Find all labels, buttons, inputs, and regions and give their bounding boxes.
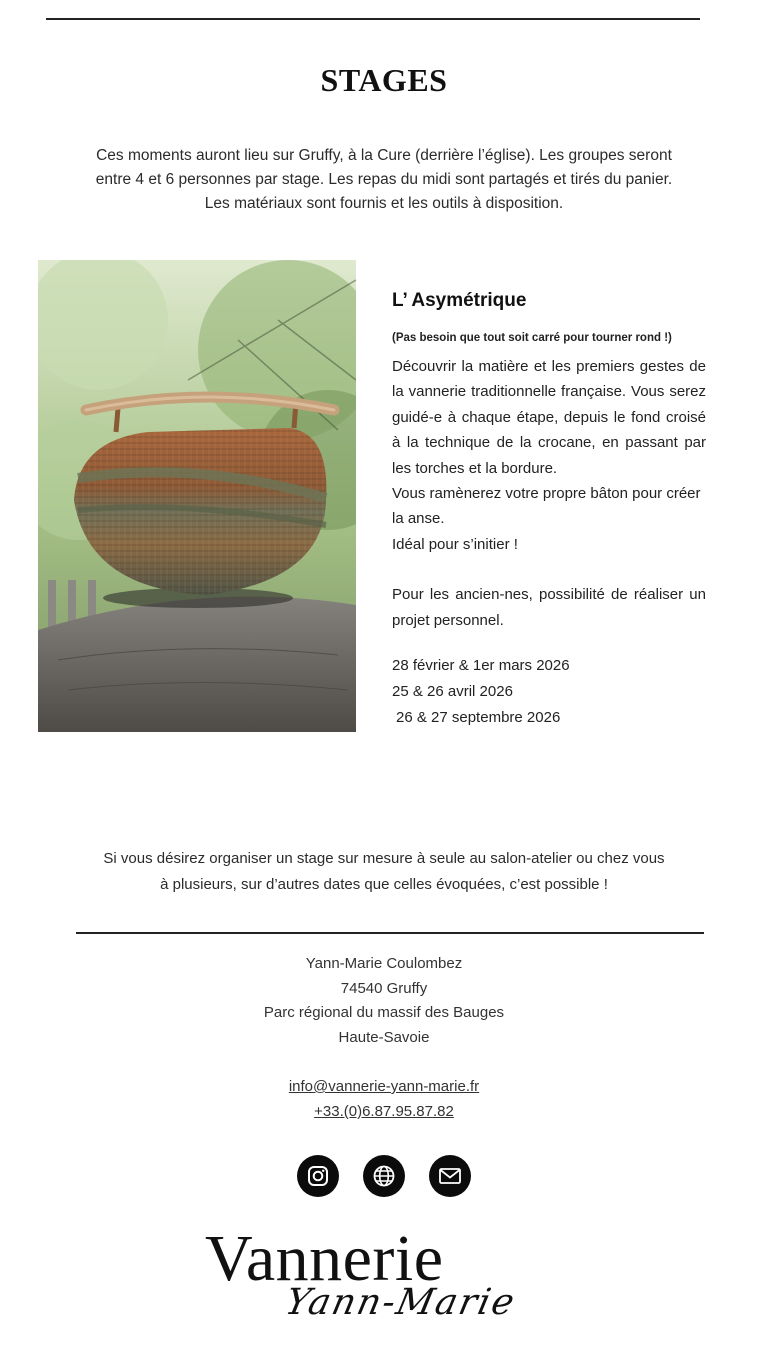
course-date: 28 février & 1er mars 2026	[392, 657, 570, 675]
course-date: 25 & 26 avril 2026	[392, 683, 513, 701]
top-divider	[46, 18, 700, 20]
globe-icon	[372, 1164, 396, 1188]
contact-name: Yann-Marie Coulombez	[305, 955, 463, 972]
logo-wordmark: Vannerie	[205, 1222, 444, 1295]
custom-line: Si vous désirez organiser un stage sur mesure à seule au salon-atelier ou chez vous	[103, 850, 665, 867]
section-title: STAGES	[320, 62, 448, 98]
social-links	[0, 1155, 768, 1197]
course-handle-note: Vous ramènerez votre propre bâton pour créer la anse.	[392, 485, 701, 528]
mail-icon	[438, 1166, 462, 1186]
intro-line: Ces moments auront lieu sur Gruffy, à la Cure (derrière l’église). Les groupes seront	[96, 147, 672, 164]
wicker-basket-photo	[38, 260, 356, 732]
address-block	[0, 952, 768, 1050]
custom-stage-note	[60, 846, 708, 898]
postcode-city: 74540 Gruffy	[340, 979, 428, 997]
email-link[interactable]: info@vannerie-yann-marie.fr	[288, 1078, 480, 1095]
course-subtitle: (Pas besoin que tout soit carré pour tourner rond !)	[392, 332, 672, 344]
brand-logo	[0, 1224, 768, 1344]
phone-link[interactable]: +33.(0)6.87.95.87.82	[314, 1103, 454, 1120]
course-beginner-note: Idéal pour s’initier !	[392, 535, 518, 553]
contact-links	[0, 1074, 768, 1124]
instagram-icon	[307, 1165, 329, 1187]
intro-line: Les matériaux sont fournis et les outils à disposition.	[204, 195, 564, 212]
intro-line: entre 4 et 6 personnes par stage. Les repas du midi sont partagés et tirés du panier.	[95, 171, 673, 188]
course-former-students: Pour les ancien-nes, possibilité de réaliser un projet personnel.	[392, 586, 706, 629]
course-card	[392, 290, 706, 731]
course-date: 26 & 27 septembre 2026	[396, 709, 561, 727]
mail-button[interactable]	[429, 1155, 471, 1197]
bottom-divider	[76, 932, 704, 934]
course-dates	[392, 653, 706, 731]
intro-text	[40, 144, 728, 216]
regional-park: Parc régional du massif des Bauges	[263, 1004, 505, 1021]
course-description: Découvrir la matière et les premiers gestes de la vannerie traditionnelle française. Vous serez guidé-e à chaque étape, depuis le fond croisé à la technique de la crocane, en passant par les torches et la bordure.	[392, 358, 706, 477]
region: Haute-Savoie	[338, 1028, 430, 1046]
logo-signature: Yann-Marie	[281, 1282, 520, 1323]
instagram-button[interactable]	[297, 1155, 339, 1197]
custom-line: à plusieurs, sur d’autres dates que celles évoquées, c’est possible !	[160, 876, 608, 893]
course-title: L’ Asymétrique	[392, 290, 527, 311]
website-button[interactable]	[363, 1155, 405, 1197]
